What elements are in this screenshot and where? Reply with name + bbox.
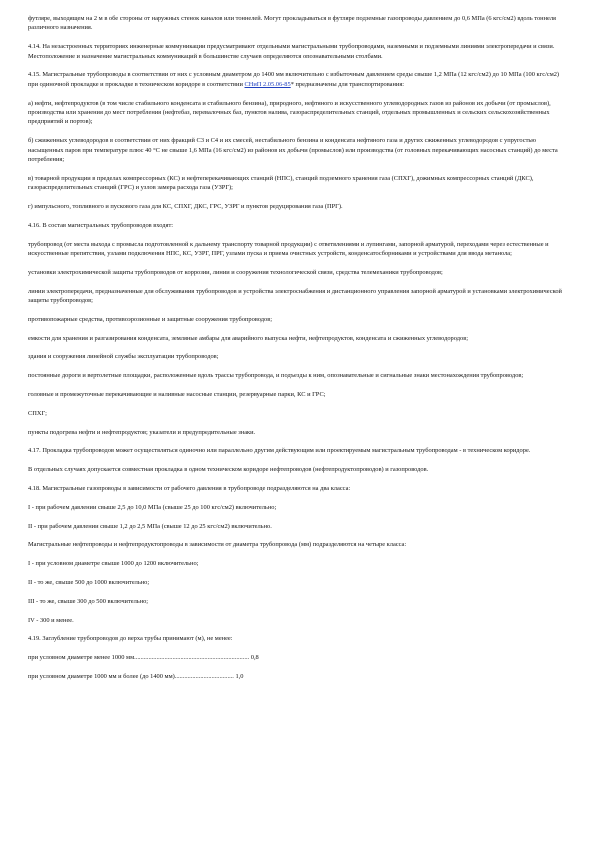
composition-item-tanks: емкости для хранения и разгазирования конденсата, земляные амбары для аварийного выпуска нефти, нефтепродуктов, конденсата и сжиженных углеводородов; (28, 334, 469, 342)
list-item-a: а) нефти, нефтепродуктов (в том числе стабильного конденсата и стабильного бензина), природного, нефтяного и искусственного углеводородных газов из районов их добычи (от промыслов), производства или хранения до мест потребления (нефтебаз, перевалочных баз, пунктов налива, газораспределительных станций, отдельных промышленных и сельских сельскохозяйственных предприятий и портов); (28, 99, 551, 126)
composition-item-sphg: СПХГ; (28, 409, 47, 417)
composition-item-heating-points: пункты подогрева нефти и нефтепродуктов; указатели и предупредительные знаки. (28, 428, 256, 436)
gas-class-2: II - при рабочем давлении свыше 1,2 до 2,5 МПа (свыше 12 до 25 кгс/см2) включительно. (28, 522, 272, 530)
paragraph-pipe-casing: футляре, выходящем на 2 м в обе стороны от наружных стенок каналов или тоннелей. Могут прокладываться в футляре подземные газопроводы давлением до 0,6 МПа (6 кгс/см2) вдоль тоннеля различного назначения. (28, 15, 556, 32)
oil-class-2: II - то же, свыше 500 до 1000 включительно; (28, 578, 150, 586)
list-item-b: б) сжиженных углеводородов в соответствии от них фракций С3 и С4 и их смесей, нестабильного бензина и конденсата нефтяного газа и других сжиженных углеводородов с упругостью насыщенных паров при температуре плюс 40 °С не свыше 1,6 МПа (16 кгс/см2) из районов их добычи (промыслов) или производства (от головных перекачивающих насосных станций) до места потребления; (28, 137, 558, 164)
snip-reference-link[interactable]: СНиП 2.05.06-85 (244, 80, 291, 88)
composition-item-buildings: здания и сооружения линейной службы эксплуатации трубопроводов; (28, 353, 219, 361)
gas-class-1: I - при рабочем давлении свыше 2,5 до 10,0 МПа (свыше 25 до 100 кгс/см2) включительно; (28, 503, 277, 511)
paragraph-4-14: 4.14. На незастроенных территориях инженерные коммуникации предусматривают отдельными магистральными трубопроводами, наземными и подземными линиями электропередачи и связи. Местоположение и назначение магистральных коммуникаций в большинстве случаев определяются опознавательными столбами. (28, 43, 555, 60)
list-item-v: в) товарной продукции в пределах компрессорных (КС) и нефтеперекачивающих станций (НПС), станций подземного хранения газа (СПХГ), дожимных компрессорных станций (ДКС), газораспределительных станций (ГРС) и узлов замера расхода газа (УЗРГ); (28, 174, 534, 192)
composition-item-roads: постоянные дороги и вертолетные площадки, расположенные вдоль трассы трубопровода, и подъезды к ним, опознавательные и сигнальные знаки местонахождения трубопроводов; (28, 372, 524, 380)
paragraph-oil-classes: Магистральные нефтепроводы и нефтепродуктопроводы в зависимости от диаметра трубопровода (мм) подразделяются на четыре класса: (28, 541, 407, 549)
depth-row-1000-plus: при условном диаметре 1000 мм и более (до 1400 мм)..................................... 1,0 (28, 672, 244, 680)
depth-row-under-1000: при условном диаметре менее 1000 мм........................................................................ 0,8 (28, 654, 259, 662)
oil-class-4: IV - 300 и менее. (28, 616, 74, 624)
paragraph-joint-laying: В отдельных случаях допускается совместная прокладка в одном техническом коридоре нефтепроводов (нефтепродуктопроводов) и газопроводов. (28, 466, 429, 474)
composition-item-fire-protection: противопожарные средства, противоэрозионные и защитные сооружения трубопроводов; (28, 315, 273, 323)
composition-item-stations: головные и промежуточные перекачивающие и наливные насосные станции, резервуарные парки, КС и ГРС; (28, 391, 326, 399)
oil-class-1: I - при условном диаметре свыше 1000 до 1200 включительно; (28, 560, 199, 568)
paragraph-4-15-text: 4.15. Магистральные трубопроводы в соответствии от них с условным диаметром до 1400 мм включительно с избыточным давлением среды свыше 1,2 МПа (12 кгс/см2) до 10 МПа (100 кгс/см2) при одиночной прокладке и прокладке в техническом коридоре в соответствии (28, 71, 560, 88)
paragraph-4-18: 4.18. Магистральные газопроводы в зависимости от рабочего давления в трубопроводе подразделяются на два класса: (28, 485, 351, 492)
paragraph-4-15 (28, 70, 569, 89)
oil-class-3: III - то же, свыше 300 до 500 включительно; (28, 597, 149, 605)
composition-item-ecp: установки электрохимической защиты трубопроводов от коррозии, линии и сооружения технологической связи, средства телемеханики трубопроводов; (28, 268, 443, 276)
composition-item-power-lines: линии электропередачи, предназначенные для обслуживания трубопроводов и устройства электроснабжения и дистанционного управления запорной арматурой и установками электрохимической защиты трубопроводов; (28, 287, 562, 305)
composition-item-pipeline: трубопровод (от места выхода с промысла подготовленной к дальнему транспорту товарной продукции) с ответвлениями и лупингами, запорной арматурой, переходами через естественные и искусственные препятствия, узлами подключения НПС, КС, УЗРГ, ПРГ, узлами пуска и приема очистных устройств, конденсатосборниками и устройствами для ввода метанола; (28, 240, 549, 258)
paragraph-4-19: 4.19. Заглубление трубопроводов до верха трубы принимают (м), не менее: (28, 635, 233, 643)
list-item-g: г) импульсного, топливного и пускового газа для КС, СПХГ, ДКС, ГРС, УЗРГ и пунктов редуцирования газа (ПРГ). (28, 203, 343, 211)
paragraph-4-16: 4.16. В состав магистральных трубопроводов входят: (28, 221, 174, 229)
paragraph-4-17: 4.17. Прокладка трубопроводов может осуществляться одиночно или параллельно другим действующим или проектируемым магистральным трубопроводам - в техническом коридоре. (28, 447, 531, 455)
paragraph-4-15-tail: * предназначены для транспортирования: (290, 80, 405, 88)
